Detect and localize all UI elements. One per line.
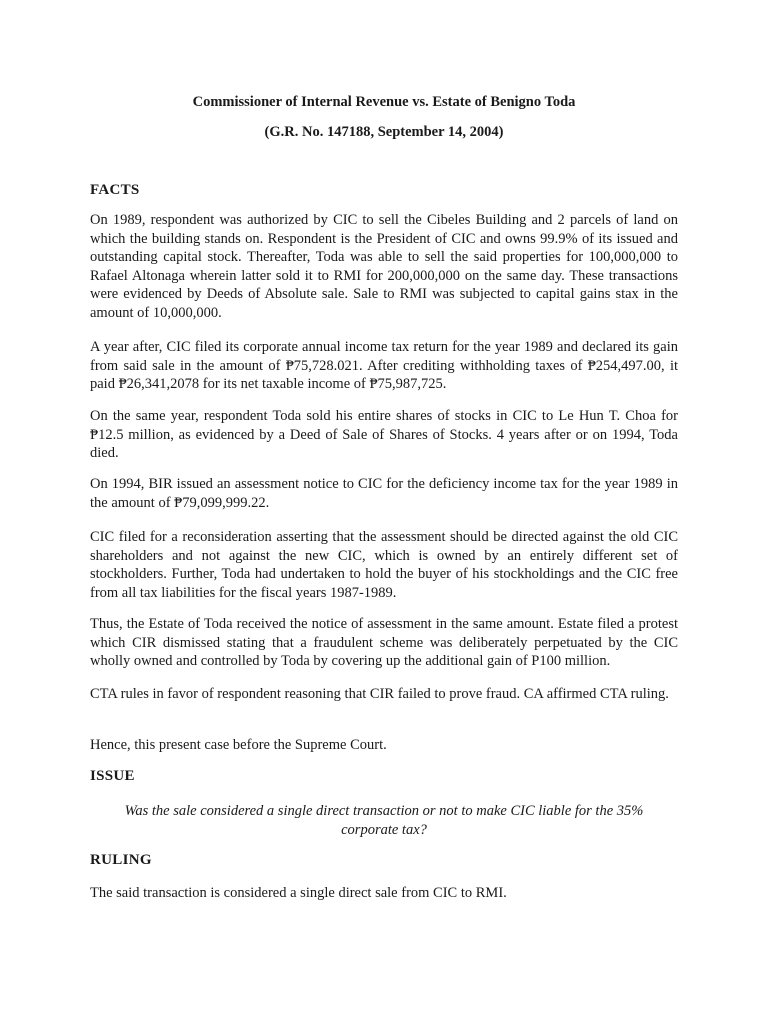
- ruling-paragraph: The said transaction is considered a single direct sale from CIC to RMI.: [90, 885, 507, 901]
- facts-paragraph: Thus, the Estate of Toda received the notice of assessment in the same amount. Estate filed a protest which CIR dismissed stating that a fraudulent scheme was deliberately perpetuated by the CIC wholly owned and controlled by Toda by covering up the additional gain of P100 million.: [90, 616, 678, 669]
- facts-paragraph: On 1989, respondent was authorized by CIC to sell the Cibeles Building and 2 parcels of land on which the building stands on. Respondent is the President of CIC and owns 99.9% of its issued and outstanding capital stock. Thereafter, Toda was able to sell the said properties for 100,000,000 to Rafael Altonaga wherein latter sold it to RMI for 200,000,000 on the same day. These transactions were evidenced by Deeds of Absolute sale. Sale to RMI was subjected to capital gains stax in the amount of 10,000,000.: [90, 212, 678, 321]
- facts-paragraph: CIC filed for a reconsideration asserting that the assessment should be directed against the old CIC shareholders and not against the new CIC, which is owned by an entirely different set of stockholders. Further, Toda had undertaken to hold the buyer of his stockholdings and the CIC free from all tax liabilities for the fiscal years 1987-1989.: [90, 529, 678, 601]
- ruling-heading: RULING: [90, 852, 152, 868]
- facts-paragraph: Hence, this present case before the Supreme Court.: [90, 737, 387, 753]
- issue-heading: ISSUE: [90, 768, 135, 784]
- facts-heading: FACTS: [90, 182, 140, 198]
- facts-paragraph: CTA rules in favor of respondent reasoning that CIR failed to prove fraud. CA affirmed CTA ruling.: [90, 686, 669, 702]
- facts-paragraph: A year after, CIC filed its corporate annual income tax return for the year 1989 and declared its gain from said sale in the amount of ₱75,728.021. After crediting withholding taxes of ₱254,497.00, it paid ₱26,341,2078 for its net taxable income of ₱75,987,725.: [90, 339, 678, 392]
- case-title: Commissioner of Internal Revenue vs. Estate of Benigno Toda: [192, 94, 576, 110]
- issue-question: Was the sale considered a single direct transaction or not to make CIC liable for the 35% corporate tax?: [124, 803, 644, 838]
- case-citation: (G.R. No. 147188, September 14, 2004): [264, 124, 504, 140]
- facts-paragraph: On the same year, respondent Toda sold his entire shares of stocks in CIC to Le Hun T. Choa for ₱12.5 million, as evidenced by a Deed of Sale of Shares of Stocks. 4 years after or on 1994, Toda died.: [90, 408, 678, 461]
- facts-paragraph: On 1994, BIR issued an assessment notice to CIC for the deficiency income tax for the year 1989 in the amount of ₱79,099,999.22.: [90, 476, 678, 511]
